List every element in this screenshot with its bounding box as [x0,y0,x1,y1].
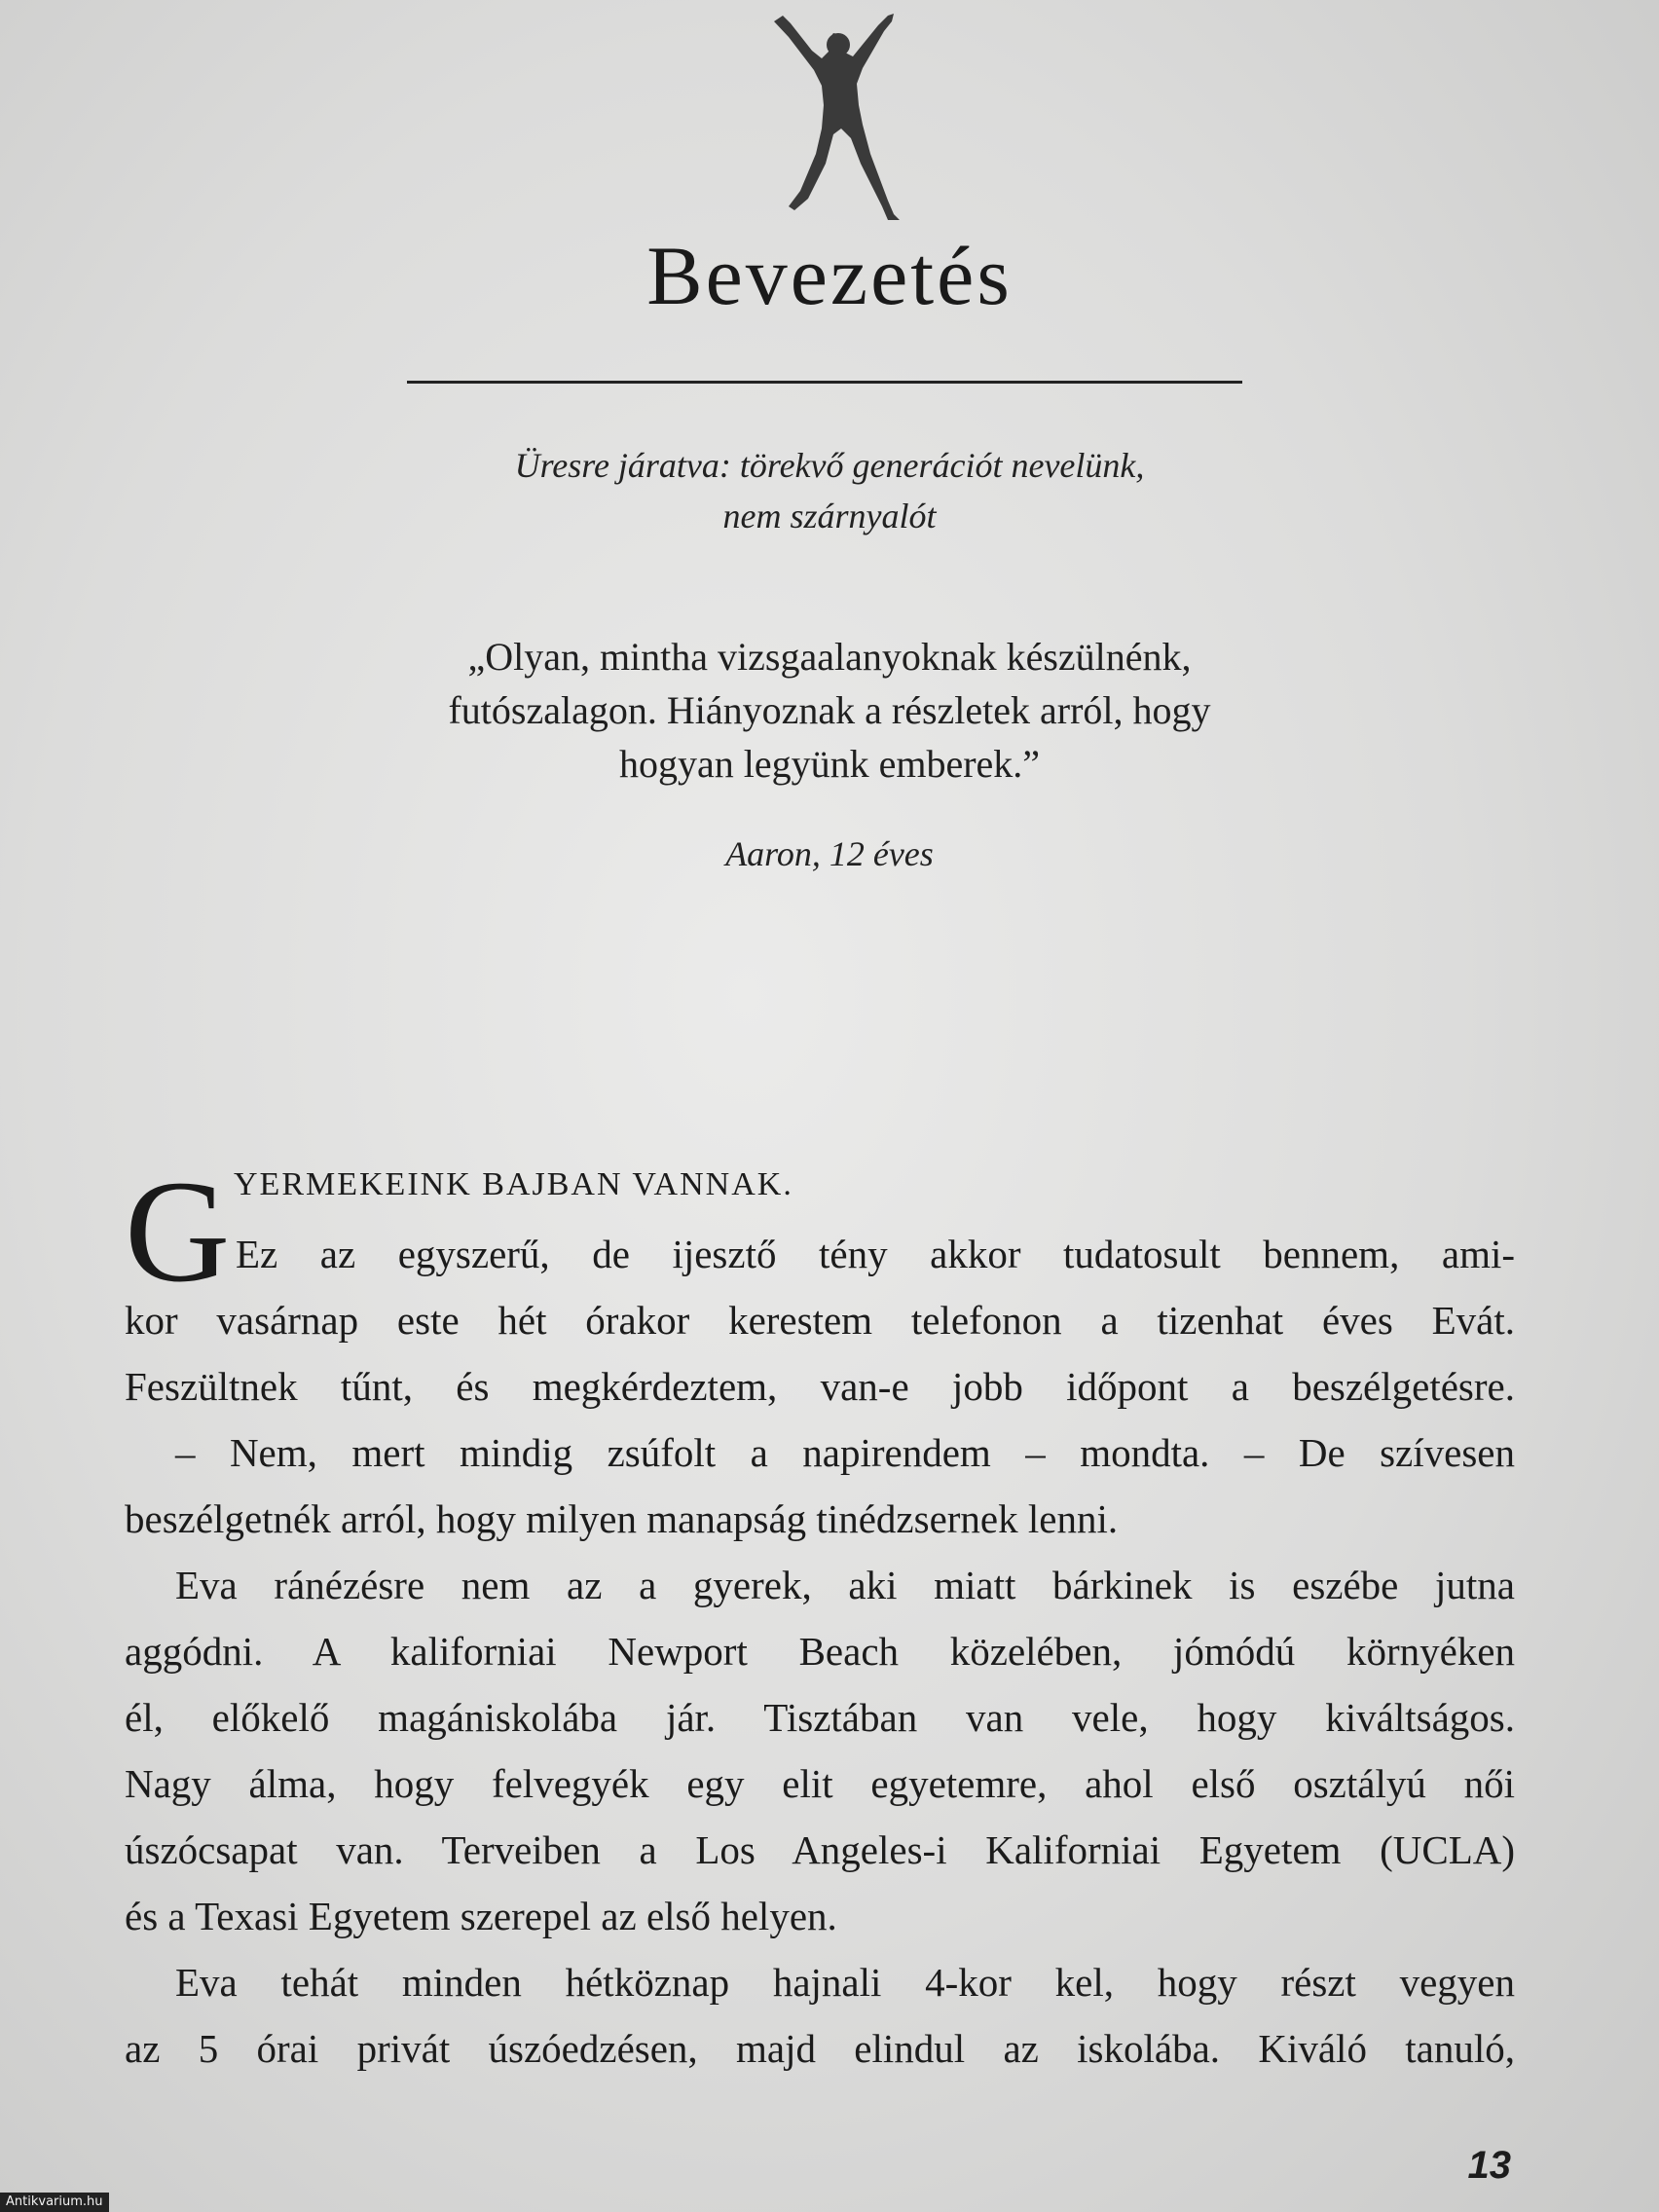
body-line: Nagy álma, hogy felvegyék egy elit egyetemre, ahol első osztályú női [125,1761,1515,1806]
body-line: kor vasárnap este hét órakor kerestem telefonon a tizenhat éves Evát. [125,1298,1515,1343]
subtitle-line: Üresre járatva: törekvő generációt nevelünk, [514,446,1145,485]
body-line: él, előkelő magániskolába jár. Tisztában van vele, hogy kiváltságos. [125,1695,1515,1740]
body-line: Feszültnek tűnt, és megkérdeztem, van-e jobb időpont a beszélgetésre. [125,1364,1515,1409]
opening-smallcaps: YERMEKEINK BAJBAN VANNAK. [234,1166,793,1202]
page-number: 13 [1467,2144,1511,2187]
body-line: Eva ránézésre nem az a gyerek, aki miatt bárkinek is eszébe jutna [175,1563,1515,1607]
subtitle-line: nem szárnyalót [722,497,937,535]
body-line: úszócsapat van. Terveiben a Los Angeles-i Kaliforniai Egyetem (UCLA) [125,1827,1515,1872]
body-line: és a Texasi Egyetem szerepel az első helyen. [125,1894,837,1938]
chapter-subtitle [0,440,1659,541]
quote-line: hogyan legyünk emberek.” [618,742,1041,786]
first-paragraph-start [236,1221,1515,1287]
chapter-title: Bevezetés [646,229,1013,322]
epigraph-attribution: Aaron, 12 éves [725,834,934,873]
quote-line: „Olyan, mintha vizsgaalanyoknak készülnénk, [467,635,1192,679]
epigraph-quote [0,630,1659,791]
body-line: Ez az egyszerű, de ijesztő tény akkor tudatosult bennem, ami- [236,1232,1515,1276]
body-line: Eva tehát minden hétköznap hajnali 4-kor kel, hogy részt vegyen [175,1960,1515,2005]
body-line: az 5 órai privát úszóedzésen, majd elindul az iskolába. Kiváló tanuló, [125,2026,1515,2071]
jumping-figure-illustration [769,8,905,222]
title-divider [407,381,1242,384]
watermark-label: Antikvarium.hu [0,2193,109,2212]
quote-line: futószalagon. Hiányoznak a részletek arról, hogy [448,688,1211,732]
body-line: beszélgetnék arról, hogy milyen manapság tinédzsernek lenni. [125,1496,1119,1541]
body-text [125,1287,1515,2082]
drop-cap: G [125,1151,231,1312]
body-line: – Nem, mert mindig zsúfolt a napirendem – mondta. – De szívesen [175,1430,1515,1475]
body-line: aggódni. A kaliforniai Newport Beach közelében, jómódú környéken [125,1629,1515,1674]
